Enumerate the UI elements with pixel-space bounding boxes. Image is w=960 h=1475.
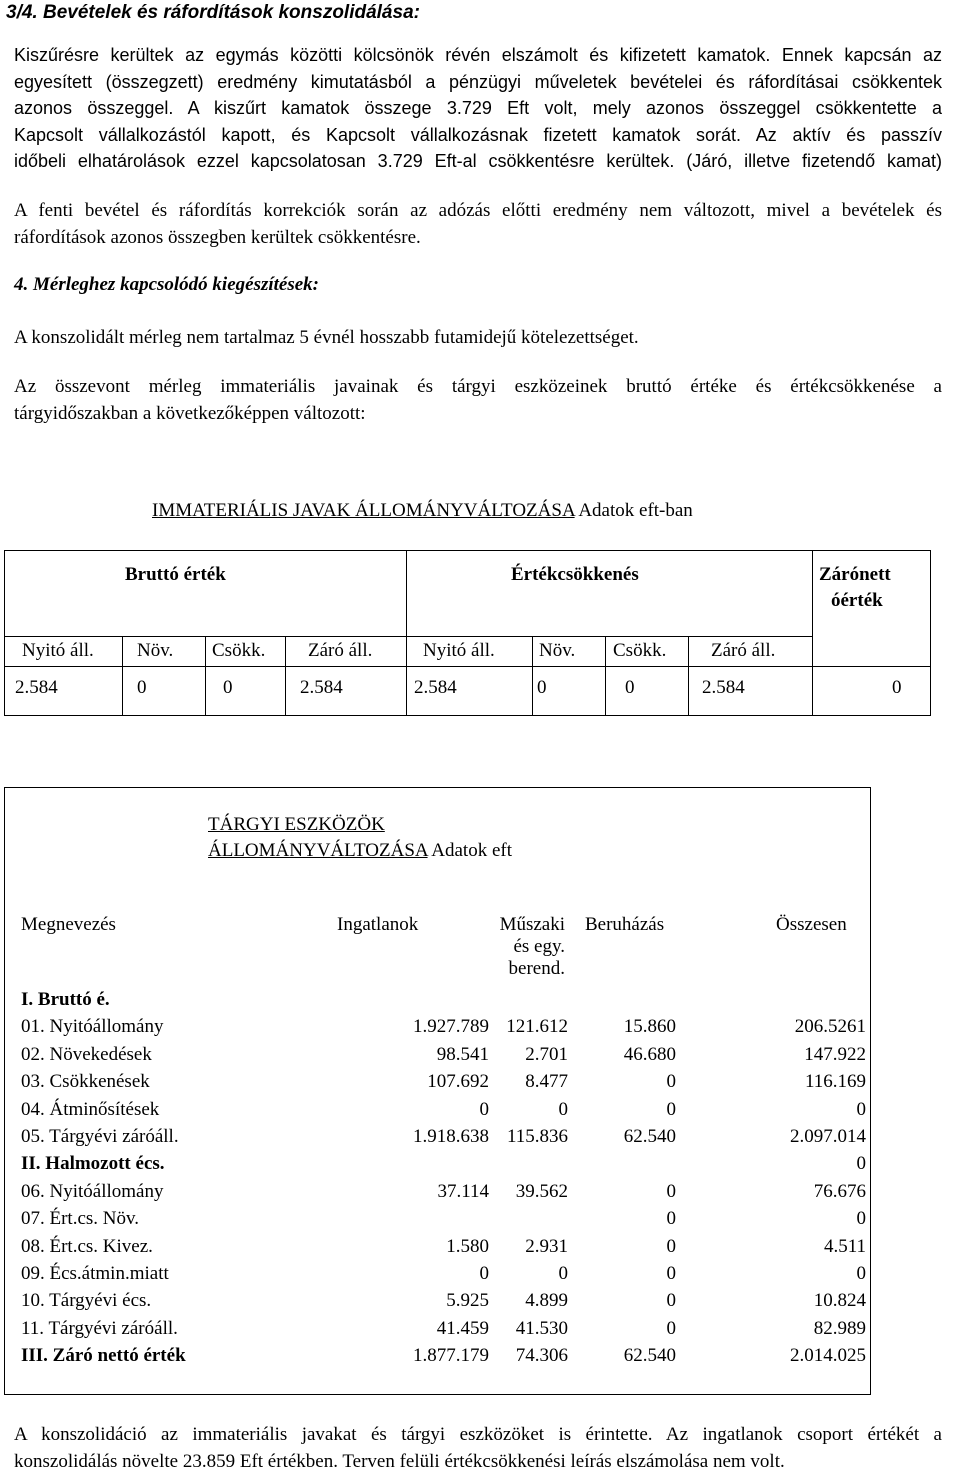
cell-machinery: 41.530 xyxy=(516,1318,568,1340)
row-label: 03. Csökkenések xyxy=(21,1071,150,1093)
cell-real-estate: 98.541 xyxy=(437,1044,489,1066)
paragraph-line: A konszolidáció az immateriális javakat és tárgyi eszközöket is érintette. Az ingatlanok csoport értékét a xyxy=(14,1422,942,1449)
table-row xyxy=(21,1126,866,1153)
cell-machinery: 8.477 xyxy=(525,1071,568,1093)
paragraph-line: Az összevont mérleg immateriális javainak és tárgyi eszközeinek bruttó értéke és értékcsökkenése a xyxy=(14,374,942,401)
paragraph-line: Kapcsolt vállalkozástól kapott, és Kapcsolt vállalkozásnak fizetett kamatok sorát. Az aktív és passzív xyxy=(14,122,942,149)
cell-investment: 0 xyxy=(667,1318,677,1340)
cell-machinery: 2.701 xyxy=(525,1044,568,1066)
cell-investment: 0 xyxy=(667,1208,677,1230)
paragraph-line: konszolidálás növelte 23.859 Eft értékben. Terven felüli értékcsökkenési leírás elszámolása nem volt. xyxy=(14,1449,942,1475)
tangible-title-text: TÁRGYI ESZKÖZÖK xyxy=(208,814,385,835)
cell-investment: 46.680 xyxy=(624,1044,676,1066)
cell-total: 0 xyxy=(857,1208,867,1230)
row-label: 05. Tárgyévi záróáll. xyxy=(21,1126,179,1148)
cell-total: 116.169 xyxy=(805,1071,866,1093)
table-divider xyxy=(605,636,606,715)
paragraph-line: A fenti bevétel és ráfordítás korrekciók során az adózás előtti eredmény nem változott, mivel a bevételek és xyxy=(14,198,942,225)
table-divider xyxy=(5,636,813,637)
cell-investment: 62.540 xyxy=(624,1345,676,1367)
row-label: I. Bruttó é. xyxy=(21,989,110,1011)
cell-investment: 0 xyxy=(667,1236,677,1258)
table-divider xyxy=(812,551,813,715)
paragraph-line: Kiszűrésre kerültek az egymás közötti kölcsönök révén elszámolt és kifizetett kamatok. Ennek kapcsán az xyxy=(14,42,942,69)
tangible-title-line2 xyxy=(208,840,512,862)
table-divider xyxy=(285,636,286,715)
cell-machinery: 39.562 xyxy=(516,1181,568,1203)
tangible-title-line1 xyxy=(208,814,385,836)
cell-investment: 0 xyxy=(667,1099,677,1121)
subheader-increase-depr: Növ. xyxy=(539,640,575,662)
value-increase-depr: 0 xyxy=(537,677,547,699)
cell-total: 76.676 xyxy=(814,1181,866,1203)
paragraph-line: azonos összeggel. A kiszűrt kamatok összege 3.729 Eft volt, mely azonos összeggel csökkentette a xyxy=(14,95,942,122)
table-row xyxy=(21,1263,866,1290)
cell-total: 10.824 xyxy=(814,1290,866,1312)
cell-real-estate: 0 xyxy=(480,1099,490,1121)
cell-real-estate: 1.927.789 xyxy=(413,1016,489,1038)
cell-investment: 62.540 xyxy=(624,1126,676,1148)
subheader-open-gross: Nyitó áll. xyxy=(22,640,94,662)
subheader-decrease-depr: Csökk. xyxy=(613,640,666,662)
value-increase-gross: 0 xyxy=(137,677,147,699)
paragraph-line: időbeli elhatárolások ezzel kapcsolatosan 3.729 Eft-al csökkentésre kerültek. (Járó, illetve fizetendő kamat) xyxy=(14,148,942,175)
value-close-depr: 2.584 xyxy=(702,677,745,699)
row-label: 06. Nyitóállomány xyxy=(21,1181,163,1203)
header-machinery-line1: Műszaki xyxy=(487,914,565,936)
closing-paragraph xyxy=(14,1422,942,1475)
intangible-assets-table xyxy=(4,550,931,716)
group-header-net-line1: Zárónett xyxy=(819,564,891,586)
row-label: 07. Ért.cs. Növ. xyxy=(21,1208,139,1230)
intangible-title-unit: Adatok eft-ban xyxy=(578,500,692,521)
row-label: 11. Tárgyévi záróáll. xyxy=(21,1318,178,1340)
header-name: Megnevezés xyxy=(21,914,116,936)
cell-total: 2.014.025 xyxy=(790,1345,866,1367)
header-investment: Beruházás xyxy=(585,914,664,936)
table-divider xyxy=(205,636,206,715)
header-machinery xyxy=(487,914,565,980)
section-4-heading: 4. Mérleghez kapcsolódó kiegészítések: xyxy=(14,274,319,296)
tangible-title-unit: Adatok eft xyxy=(431,840,512,861)
cell-machinery: 2.931 xyxy=(525,1236,568,1258)
cell-real-estate: 41.459 xyxy=(437,1318,489,1340)
table-row xyxy=(21,1153,866,1180)
header-total: Összesen xyxy=(776,914,847,936)
cell-machinery: 115.836 xyxy=(507,1126,568,1148)
paragraph-line: tárgyidőszakban a következőképpen változott: xyxy=(14,401,942,428)
subheader-decrease-gross: Csökk. xyxy=(212,640,265,662)
cell-machinery: 4.899 xyxy=(525,1290,568,1312)
table-divider xyxy=(688,636,689,715)
cell-machinery: 0 xyxy=(559,1099,569,1121)
table-divider xyxy=(406,551,407,636)
table-divider xyxy=(122,636,123,715)
cell-total: 0 xyxy=(857,1263,867,1285)
cell-real-estate: 1.918.638 xyxy=(413,1126,489,1148)
cell-total: 82.989 xyxy=(814,1318,866,1340)
group-header-gross: Bruttó érték xyxy=(125,564,226,586)
tangible-title-text-2: ÁLLOMÁNYVÁLTOZÁSA xyxy=(208,840,428,861)
cell-real-estate: 5.925 xyxy=(446,1290,489,1312)
row-label: 09. Écs.átmin.miatt xyxy=(21,1263,169,1285)
table-divider xyxy=(406,636,407,715)
row-label: 01. Nyitóállomány xyxy=(21,1016,163,1038)
table-divider xyxy=(5,666,930,667)
section-3-4-heading: 3/4. Bevételek és ráfordítások konszolidálása: xyxy=(6,2,420,24)
cell-real-estate: 1.580 xyxy=(446,1236,489,1258)
header-machinery-line3: berend. xyxy=(487,958,565,980)
group-header-net-line2: óérték xyxy=(831,590,883,612)
cell-total: 4.511 xyxy=(824,1236,866,1258)
cell-total: 147.922 xyxy=(804,1044,866,1066)
cell-investment: 0 xyxy=(667,1290,677,1312)
table-row xyxy=(21,1071,866,1098)
section-3-4-paragraph-1 xyxy=(14,42,942,175)
table-row xyxy=(21,1345,866,1372)
header-machinery-line2: és egy. xyxy=(487,936,565,958)
table-divider xyxy=(532,636,533,715)
cell-investment: 15.860 xyxy=(624,1016,676,1038)
cell-investment: 0 xyxy=(667,1071,677,1093)
row-label: II. Halmozott écs. xyxy=(21,1153,165,1175)
cell-machinery: 121.612 xyxy=(506,1016,568,1038)
table-row xyxy=(21,1016,866,1043)
paragraph-line: ráfordítások azonos összegben kerültek csökkentésre. xyxy=(14,225,942,252)
intangible-title-text: IMMATERIÁLIS JAVAK ÁLLOMÁNYVÁLTOZÁSA xyxy=(152,500,575,521)
table-row xyxy=(21,1099,866,1126)
section-4-paragraph-1 xyxy=(14,325,942,352)
value-decrease-gross: 0 xyxy=(223,677,233,699)
subheader-close-depr: Záró áll. xyxy=(711,640,775,662)
row-label: 04. Átminősítések xyxy=(21,1099,159,1121)
value-close-gross: 2.584 xyxy=(300,677,343,699)
subheader-open-depr: Nyitó áll. xyxy=(423,640,495,662)
cell-real-estate: 1.877.179 xyxy=(413,1345,489,1367)
cell-total: 0 xyxy=(857,1099,867,1121)
cell-real-estate: 37.114 xyxy=(437,1181,489,1203)
table-row xyxy=(21,989,866,1016)
table-row xyxy=(21,1236,866,1263)
cell-machinery: 0 xyxy=(559,1263,569,1285)
cell-machinery: 74.306 xyxy=(516,1345,568,1367)
cell-total: 206.5261 xyxy=(795,1016,866,1038)
row-label: III. Záró nettó érték xyxy=(21,1345,186,1367)
subheader-close-gross: Záró áll. xyxy=(308,640,372,662)
value-open-gross: 2.584 xyxy=(15,677,58,699)
intangible-table-title xyxy=(152,500,693,522)
cell-real-estate: 107.692 xyxy=(427,1071,489,1093)
paragraph-line: A konszolidált mérleg nem tartalmaz 5 évnél hosszabb futamidejű kötelezettséget. xyxy=(14,325,942,352)
cell-total: 2.097.014 xyxy=(790,1126,866,1148)
table-row xyxy=(21,1044,866,1071)
section-4-paragraph-2 xyxy=(14,374,942,427)
cell-investment: 0 xyxy=(667,1181,677,1203)
section-3-4-paragraph-2 xyxy=(14,198,942,251)
cell-total: 0 xyxy=(857,1153,867,1175)
group-header-depreciation: Értékcsökkenés xyxy=(511,564,639,586)
table-row xyxy=(21,1318,866,1345)
paragraph-line: egyesített (összegzett) eredmény kimutatásból a pénzügyi műveletek bevételei és ráfordításai csökkentek xyxy=(14,69,942,96)
value-net-closing: 0 xyxy=(892,677,902,699)
cell-real-estate: 0 xyxy=(480,1263,490,1285)
header-real-estate: Ingatlanok xyxy=(337,914,418,936)
row-label: 08. Ért.cs. Kivez. xyxy=(21,1236,153,1258)
value-open-depr: 2.584 xyxy=(414,677,457,699)
table-row xyxy=(21,1181,866,1208)
table-row xyxy=(21,1290,866,1317)
subheader-increase-gross: Növ. xyxy=(137,640,173,662)
cell-investment: 0 xyxy=(667,1263,677,1285)
table-row xyxy=(21,1208,866,1235)
row-label: 02. Növekedések xyxy=(21,1044,152,1066)
value-decrease-depr: 0 xyxy=(625,677,635,699)
tangible-assets-table xyxy=(4,787,871,1395)
row-label: 10. Tárgyévi écs. xyxy=(21,1290,151,1312)
